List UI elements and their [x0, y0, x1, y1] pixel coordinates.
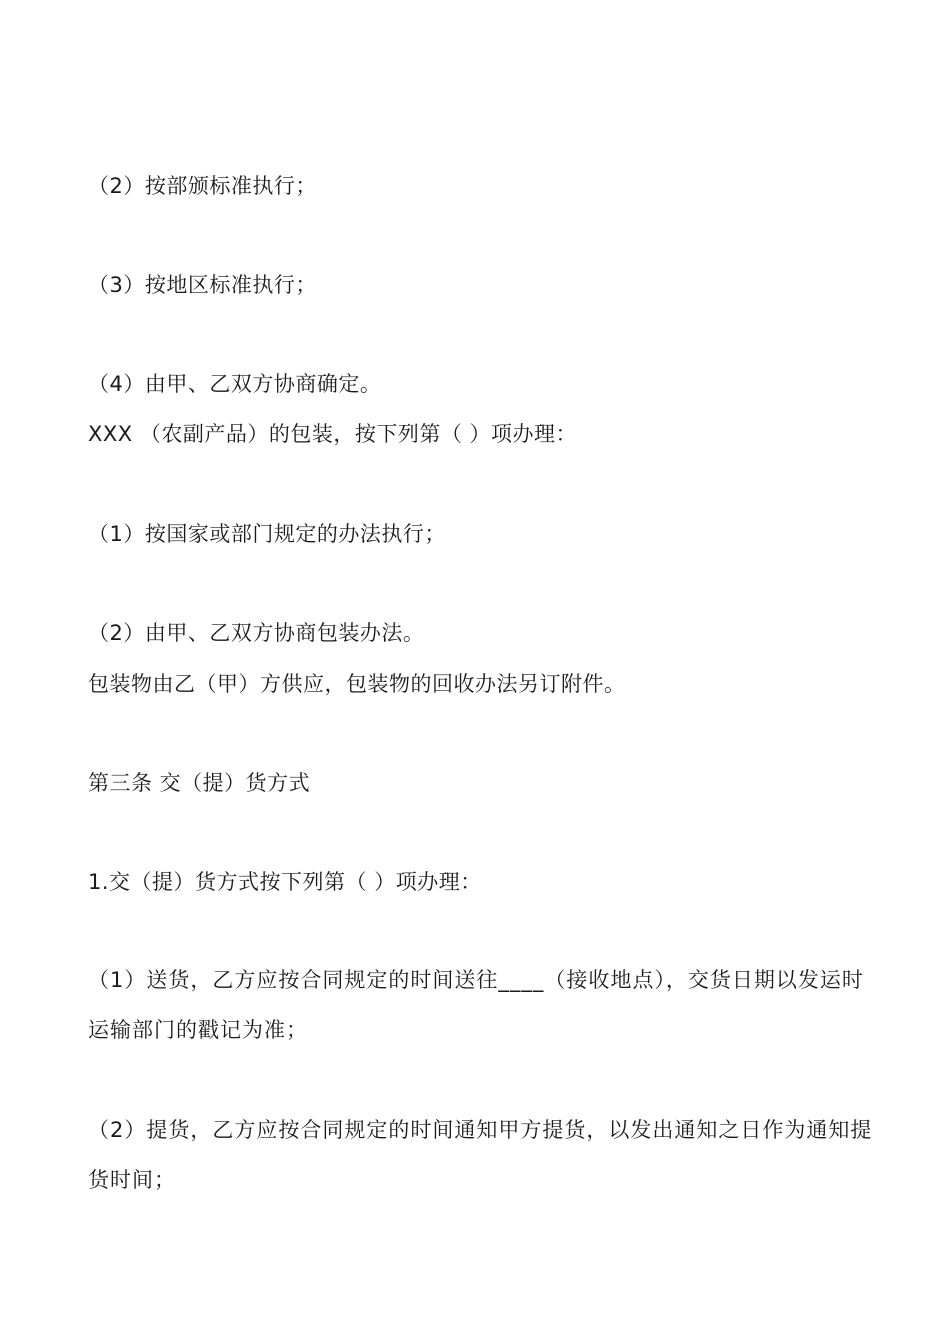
- paragraph-packaging-clause: XXX （农副产品）的包装，按下列第（ ）项办理：: [88, 422, 578, 446]
- paragraph-standard-negotiated: （4）由甲、乙双方协商确定。: [88, 372, 382, 396]
- paragraph-delivery-send: （1）送货，乙方应按合同规定的时间送往____（接收地点），交货日期以发运时运输部门的戳记为准；: [88, 968, 864, 1042]
- section-heading-article-3: 第三条 交（提）货方式: [88, 771, 311, 795]
- paragraph-standard-ministry: （2）按部颁标准执行；: [88, 174, 317, 198]
- paragraph-packaging-supply: 包装物由乙（甲）方供应，包装物的回收办法另订附件。: [88, 672, 626, 696]
- paragraph-packaging-national: （1）按国家或部门规定的办法执行；: [88, 522, 446, 546]
- paragraph-standard-regional: （3）按地区标准执行；: [88, 273, 317, 297]
- paragraph-delivery-method: 1.交（提）货方式按下列第（ ）项办理：: [88, 870, 482, 894]
- paragraph-packaging-negotiated: （2）由甲、乙双方协商包装办法。: [88, 621, 425, 645]
- paragraph-delivery-pickup: （2）提货，乙方应按合同规定的时间通知甲方提货，以发出通知之日作为通知提货时间；: [88, 1118, 873, 1192]
